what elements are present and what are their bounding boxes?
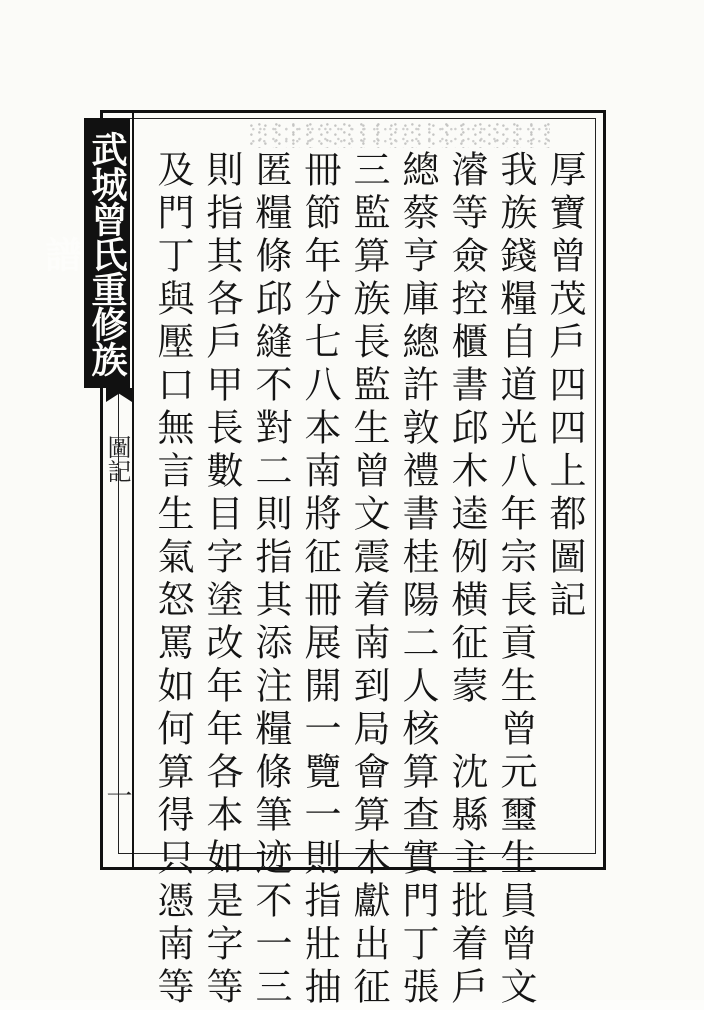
- text-column-7: 匿糧條邱縫不對二則指其添注糧條筆迹不一三: [249, 150, 292, 1010]
- scan-speckle-noise: [250, 122, 550, 148]
- text-column-2: 我族錢糧自道光八年宗長貢生曾元璽生員曾文: [494, 150, 537, 1010]
- text-column-4: 總蔡亨庫總許敦禮書桂陽二人核算查實門丁張: [396, 150, 439, 1010]
- text-column-3: 濬等僉控櫃書邱木逵例横征蒙 沈縣主批着戶: [445, 150, 488, 1010]
- section-label: 圖記: [103, 435, 131, 483]
- book-title: 武城曾氏重修族譜: [84, 118, 130, 388]
- text-column-9: 及門丁與壓口無言生氣怒罵如何算得只憑南等: [151, 150, 194, 1010]
- page-number: 一: [102, 782, 132, 808]
- text-body: [148, 150, 588, 1010]
- text-column-5: 三監算族長監生曾文震着南到局會算木獻出征: [347, 150, 390, 1010]
- text-column-8: 則指其各戶甲長數目字塗改年年各本如是字等: [200, 150, 243, 1010]
- text-column-1: 厚寶曾茂戶四四上都圖記: [543, 150, 586, 623]
- text-column-6: 冊節年分七八本南將征冊展開一覽一則指壯抽: [298, 150, 341, 1010]
